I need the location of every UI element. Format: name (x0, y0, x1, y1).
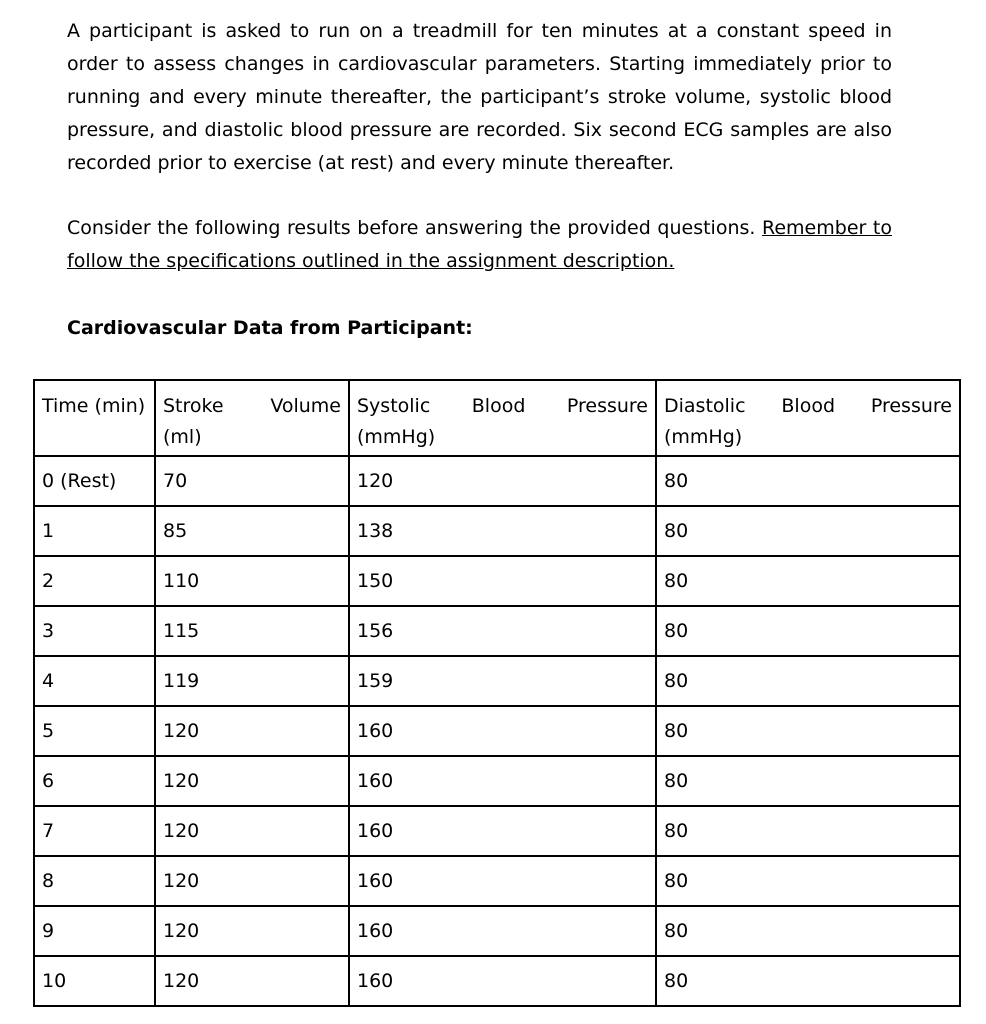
cell-time: 10 (34, 956, 155, 1006)
header-systolic-unit: (mmHg) (357, 426, 436, 448)
cell-time: 5 (34, 706, 155, 756)
header-time (34, 380, 155, 456)
cell-time: 0 (Rest) (34, 456, 155, 506)
table-row (34, 956, 960, 1006)
cell-diastolic: 80 (656, 506, 960, 556)
cell-stroke-volume: 120 (155, 706, 349, 756)
cell-systolic: 160 (349, 806, 656, 856)
cell-diastolic: 80 (656, 806, 960, 856)
table-heading: Cardiovascular Data from Participant: (67, 317, 473, 339)
header-stroke-volume-word-1: Stroke (163, 395, 224, 417)
header-stroke-volume (155, 380, 349, 456)
table-row (34, 806, 960, 856)
header-diastolic-unit: (mmHg) (664, 426, 743, 448)
header-stroke-volume-word-2: Volume (270, 395, 341, 417)
cell-systolic: 160 (349, 956, 656, 1006)
cell-diastolic: 80 (656, 456, 960, 506)
cell-stroke-volume: 119 (155, 656, 349, 706)
cell-time: 8 (34, 856, 155, 906)
cell-diastolic: 80 (656, 756, 960, 806)
header-stroke-volume-unit: (ml) (163, 426, 202, 448)
instructions-paragraph (67, 212, 892, 278)
cell-systolic: 160 (349, 706, 656, 756)
cell-systolic: 138 (349, 506, 656, 556)
table-row (34, 506, 960, 556)
header-systolic-word-1: Systolic (357, 395, 431, 417)
header-diastolic-word-2: Blood (781, 395, 835, 417)
cell-time: 3 (34, 606, 155, 656)
cell-time: 9 (34, 906, 155, 956)
cell-systolic: 160 (349, 756, 656, 806)
cell-stroke-volume: 120 (155, 956, 349, 1006)
table-header-row (34, 380, 960, 456)
cell-diastolic: 80 (656, 656, 960, 706)
header-time-word-1: Time (min) (42, 395, 146, 417)
cell-systolic: 150 (349, 556, 656, 606)
header-systolic (349, 380, 656, 456)
header-diastolic-word-3: Pressure (870, 395, 952, 417)
table-row (34, 606, 960, 656)
table-row (34, 756, 960, 806)
cardiovascular-data-table (33, 379, 961, 1007)
cell-diastolic: 80 (656, 606, 960, 656)
table-row (34, 856, 960, 906)
cell-time: 1 (34, 506, 155, 556)
cell-systolic: 160 (349, 906, 656, 956)
cell-diastolic: 80 (656, 956, 960, 1006)
table-row (34, 706, 960, 756)
cell-stroke-volume: 120 (155, 756, 349, 806)
cell-time: 7 (34, 806, 155, 856)
cell-systolic: 156 (349, 606, 656, 656)
cell-stroke-volume: 85 (155, 506, 349, 556)
header-systolic-word-2: Blood (471, 395, 526, 417)
cell-systolic: 159 (349, 656, 656, 706)
instructions-text: Consider the following results before answering the provided questions. (67, 217, 763, 239)
cell-stroke-volume: 120 (155, 806, 349, 856)
header-diastolic-word-1: Diastolic (664, 395, 746, 417)
cell-stroke-volume: 70 (155, 456, 349, 506)
cell-systolic: 120 (349, 456, 656, 506)
cell-stroke-volume: 115 (155, 606, 349, 656)
cell-diastolic: 80 (656, 706, 960, 756)
header-diastolic (656, 380, 960, 456)
cell-stroke-volume: 120 (155, 906, 349, 956)
table-row (34, 556, 960, 606)
table-row (34, 656, 960, 706)
cell-time: 2 (34, 556, 155, 606)
intro-paragraph: A participant is asked to run on a treadmill for ten minutes at a constant speed in order to assess changes in cardiovascular parameters. Starting immediately prior to running and every minute thereafter, the participant’s stroke volume, systolic blood pressure, and diastolic blood pressure are recorded. Six second ECG samples are also recorded prior to exercise (at rest) and every minute thereafter. (67, 20, 892, 174)
assignment-reminder-text: Remember to follow the specifications outlined in the assignment description. (67, 217, 892, 272)
cell-systolic: 160 (349, 856, 656, 906)
cell-diastolic: 80 (656, 556, 960, 606)
cell-stroke-volume: 110 (155, 556, 349, 606)
table-row (34, 906, 960, 956)
cell-stroke-volume: 120 (155, 856, 349, 906)
cell-diastolic: 80 (656, 906, 960, 956)
cell-diastolic: 80 (656, 856, 960, 906)
cell-time: 4 (34, 656, 155, 706)
table-row (34, 456, 960, 506)
header-systolic-word-3: Pressure (566, 395, 648, 417)
cell-time: 6 (34, 756, 155, 806)
